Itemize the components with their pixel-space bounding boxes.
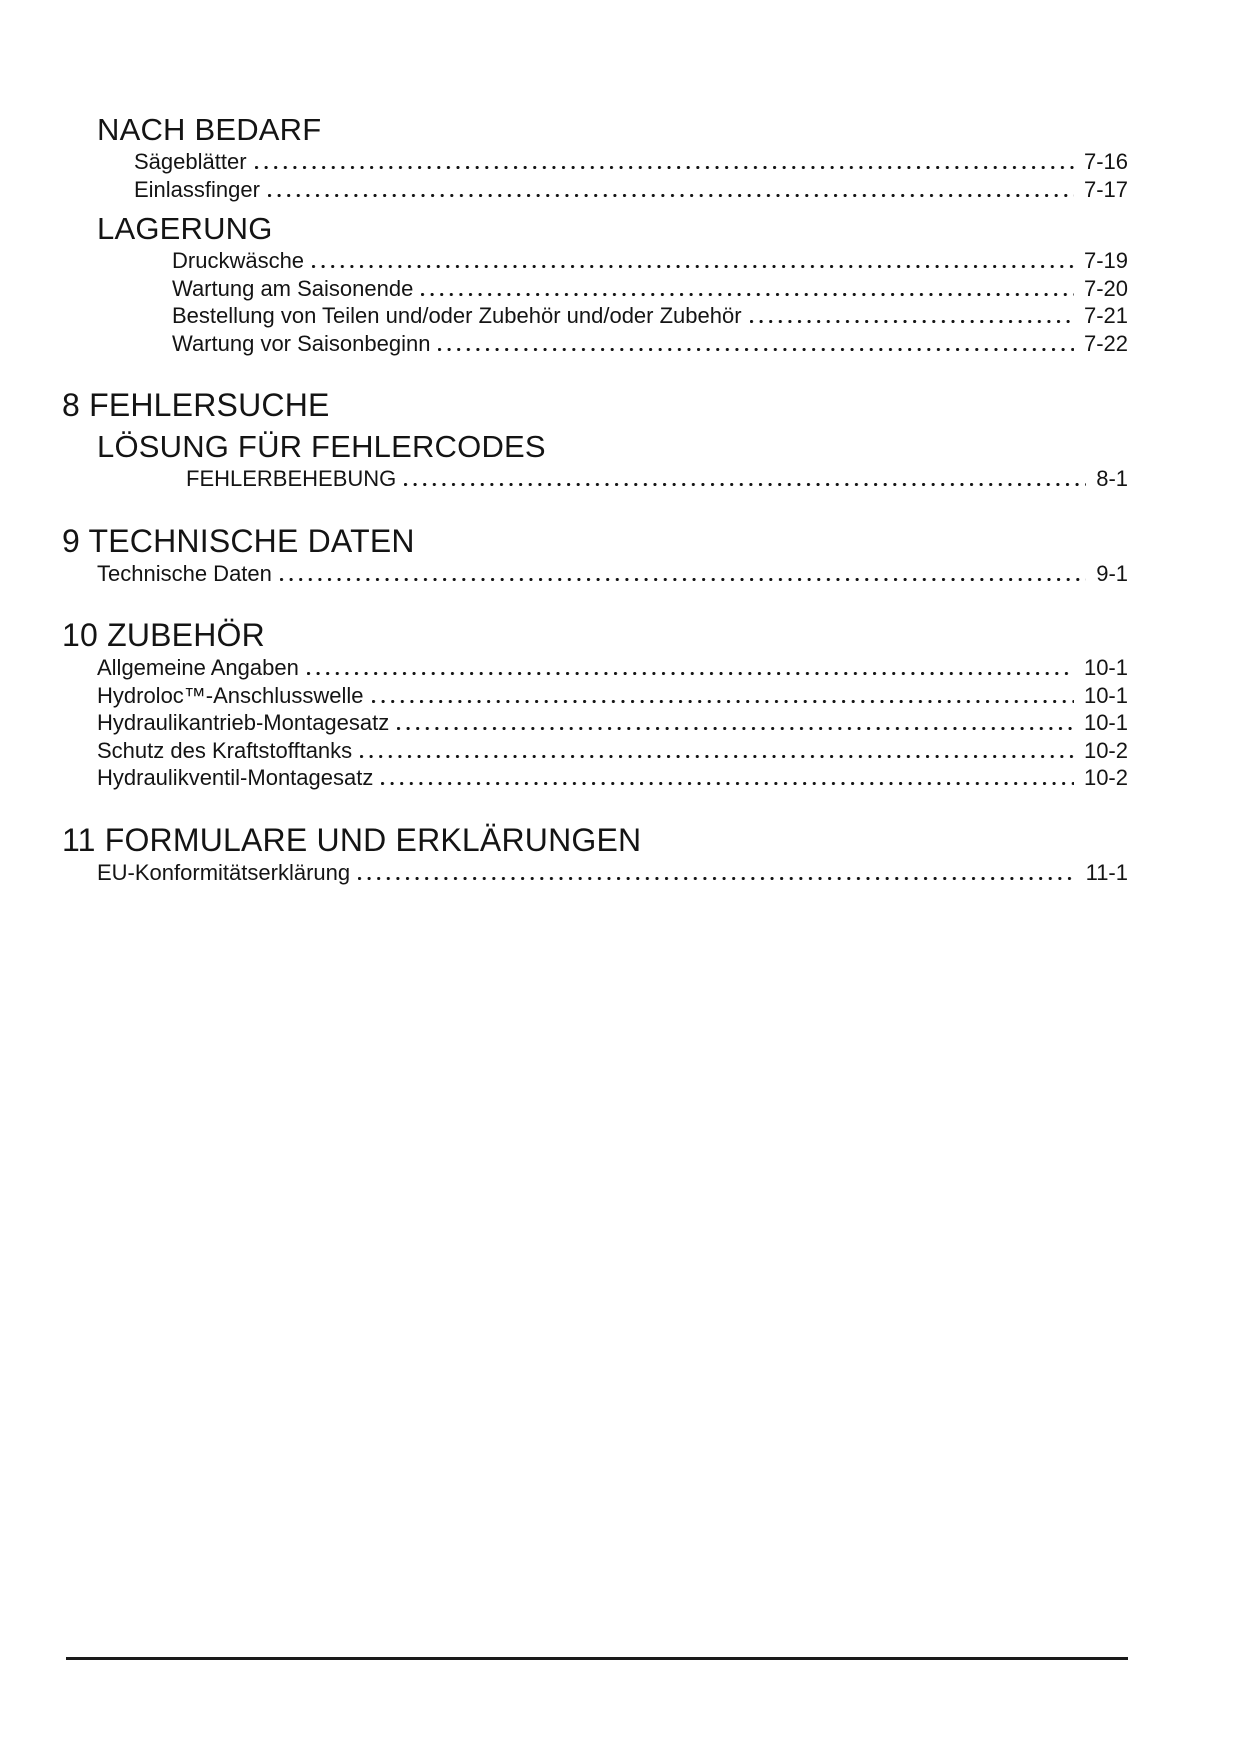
toc-chapter-heading: 10 ZUBEHÖR bbox=[62, 617, 265, 653]
toc-block bbox=[0, 617, 1241, 792]
toc-entry bbox=[0, 560, 1241, 588]
toc-leader-dots bbox=[421, 293, 1074, 296]
toc-leader-dots bbox=[372, 700, 1074, 703]
toc-entry-label: Schutz des Kraftstofftanks bbox=[97, 737, 353, 763]
toc-section-heading: NACH BEDARF bbox=[97, 112, 322, 147]
toc-entry bbox=[0, 859, 1241, 887]
toc-entry-page-number: 7-20 bbox=[1083, 275, 1128, 301]
toc-chapter-heading: 8 FEHLERSUCHE bbox=[62, 387, 330, 423]
toc-entry-label: Bestellung von Teilen und/oder Zubehör und/oder Zubehör bbox=[172, 303, 742, 328]
toc-block bbox=[0, 112, 1241, 203]
toc-entry-page-number: 7-21 bbox=[1083, 303, 1128, 328]
toc-leader-dots bbox=[381, 782, 1074, 785]
toc-leader-dots bbox=[307, 672, 1074, 675]
toc-entry-label: Hydroloc™-Anschlusswelle bbox=[97, 682, 364, 708]
toc-entry-label: FEHLERBEHEBUNG bbox=[186, 466, 397, 491]
toc-block bbox=[0, 211, 1241, 357]
toc-entry-label: Einlassfinger bbox=[134, 176, 260, 202]
toc-entry-page-number: 10-1 bbox=[1083, 655, 1128, 680]
toc-leader-dots bbox=[268, 194, 1074, 197]
toc-leader-dots bbox=[358, 877, 1075, 880]
toc-section-heading: LAGERUNG bbox=[97, 211, 273, 246]
toc-entry bbox=[0, 330, 1241, 358]
toc-entry bbox=[0, 176, 1241, 204]
toc-entry-label: Technische Daten bbox=[97, 560, 272, 586]
toc-leader-dots bbox=[397, 727, 1074, 730]
toc-entry-page-number: 11-1 bbox=[1085, 859, 1128, 885]
toc-chapter-heading: 9 TECHNISCHE DATEN bbox=[62, 522, 415, 559]
toc-block bbox=[0, 822, 1241, 887]
toc-leader-dots bbox=[360, 755, 1074, 758]
toc-entry bbox=[0, 654, 1241, 682]
toc-block bbox=[0, 523, 1241, 588]
toc-entry bbox=[0, 709, 1241, 737]
toc-entry-page-number: 7-19 bbox=[1083, 248, 1128, 273]
toc-entry-page-number: 10-1 bbox=[1083, 682, 1128, 708]
toc-leader-dots bbox=[280, 578, 1086, 581]
toc-entry-label: Wartung vor Saisonbeginn bbox=[172, 330, 431, 356]
toc-leader-dots bbox=[255, 166, 1074, 169]
toc-entry-page-number: 7-17 bbox=[1083, 176, 1128, 202]
toc-block bbox=[0, 429, 1241, 493]
toc-entry-page-number: 9-1 bbox=[1096, 560, 1128, 586]
table-of-contents bbox=[0, 112, 1241, 886]
toc-entry-label: Allgemeine Angaben bbox=[97, 655, 299, 680]
toc-entry bbox=[0, 302, 1241, 330]
toc-entry bbox=[0, 465, 1241, 493]
toc-leader-dots bbox=[438, 348, 1074, 351]
toc-leader-dots bbox=[312, 265, 1074, 268]
footer-rule bbox=[66, 1657, 1128, 1660]
toc-entry-label: Wartung am Saisonende bbox=[172, 275, 414, 301]
toc-entry bbox=[0, 682, 1241, 710]
toc-entry-page-number: 10-2 bbox=[1083, 737, 1128, 763]
toc-section-heading: LÖSUNG FÜR FEHLERCODES bbox=[97, 429, 546, 464]
toc-entry bbox=[0, 275, 1241, 303]
toc-entry-page-number: 7-16 bbox=[1083, 149, 1128, 174]
toc-entry-page-number: 8-1 bbox=[1096, 466, 1128, 491]
toc-block bbox=[0, 387, 1241, 424]
toc-entry bbox=[0, 737, 1241, 765]
toc-entry-page-number: 10-1 bbox=[1083, 710, 1128, 735]
toc-entry bbox=[0, 764, 1241, 792]
toc-entry-label: Druckwäsche bbox=[172, 248, 305, 273]
toc-entry bbox=[0, 247, 1241, 275]
toc-entry-label: Hydraulikantrieb-Montagesatz bbox=[97, 710, 390, 735]
toc-entry-page-number: 7-22 bbox=[1083, 330, 1128, 356]
toc-entry-label: Hydraulikventil-Montagesatz bbox=[97, 765, 374, 790]
toc-entry-page-number: 10-2 bbox=[1083, 765, 1128, 790]
toc-chapter-heading: 11 FORMULARE UND ERKLÄRUNGEN bbox=[62, 821, 642, 858]
toc-leader-dots bbox=[404, 483, 1086, 486]
toc-entry-label: EU-Konformitätserklärung bbox=[97, 859, 351, 885]
toc-leader-dots bbox=[750, 320, 1074, 323]
toc-entry-label: Sägeblätter bbox=[134, 149, 247, 174]
toc-entry bbox=[0, 148, 1241, 176]
